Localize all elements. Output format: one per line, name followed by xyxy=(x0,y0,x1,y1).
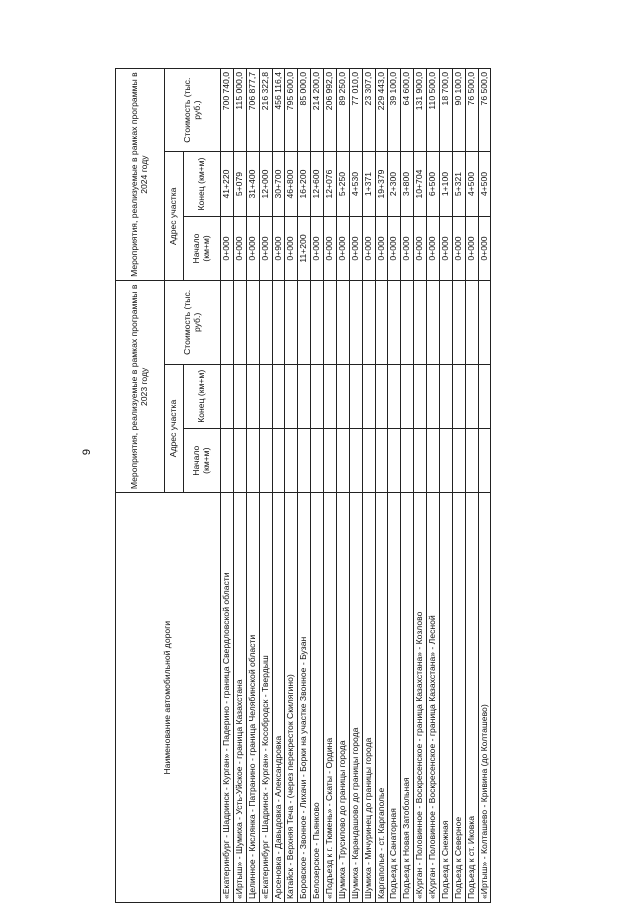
end-2024-cell: 12+000 xyxy=(259,152,272,216)
start-2023-cell xyxy=(311,428,324,492)
end-2024-cell: 2+300 xyxy=(388,152,401,216)
road-name-cell: «Курган - Половинное - Воскресенское - граница Казахстана» - Лесной xyxy=(427,493,440,903)
end-2024-cell: 1+100 xyxy=(439,152,452,216)
cost-2024-cell: 115 000,0 xyxy=(233,69,246,152)
end-2024-cell: 4+530 xyxy=(349,152,362,216)
page-number: 9 xyxy=(81,448,94,456)
end-2024-cell: 16+200 xyxy=(298,152,311,216)
start-2024-cell: 0+000 xyxy=(401,216,414,280)
cost-2023-cell xyxy=(285,281,298,364)
header-2024-start: Начало (км+м) xyxy=(184,216,221,280)
cost-2024-cell: 706 877,7 xyxy=(246,69,259,152)
end-2024-cell: 1+371 xyxy=(362,152,375,216)
cost-2023-cell xyxy=(259,281,272,364)
header-2024-end: Конец (км+м) xyxy=(184,152,221,216)
table-row xyxy=(259,69,272,903)
start-2024-cell: 11+200 xyxy=(298,216,311,280)
start-2023-cell xyxy=(221,428,234,492)
header-2023-cost: Стоимость (тыс. руб.) xyxy=(165,281,221,364)
table-row xyxy=(478,69,491,903)
road-name-cell: Боровское - Звонное - Лихачи - Борки на участке Звонное - Бузан xyxy=(298,493,311,903)
header-2023-end: Конец (км+м) xyxy=(184,364,221,428)
start-2024-cell: 0+000 xyxy=(439,216,452,280)
cost-2023-cell xyxy=(465,281,478,364)
start-2024-cell: 0+000 xyxy=(427,216,440,280)
end-2023-cell xyxy=(233,364,246,428)
start-2024-cell: 0+000 xyxy=(478,216,491,280)
table-row xyxy=(414,69,427,903)
cost-2023-cell xyxy=(298,281,311,364)
table-row xyxy=(272,69,285,903)
cost-2023-cell xyxy=(427,281,440,364)
cost-2023-cell xyxy=(272,281,285,364)
header-road-name: Наименование автомобильной дороги xyxy=(116,493,221,903)
start-2023-cell xyxy=(401,428,414,492)
end-2023-cell xyxy=(324,364,337,428)
cost-2023-cell xyxy=(388,281,401,364)
start-2023-cell xyxy=(246,428,259,492)
table-row xyxy=(401,69,414,903)
cost-2024-cell: 76 500,0 xyxy=(465,69,478,152)
end-2023-cell xyxy=(336,364,349,428)
cost-2024-cell: 77 010,0 xyxy=(349,69,362,152)
cost-2023-cell xyxy=(324,281,337,364)
cost-2023-cell xyxy=(233,281,246,364)
cost-2023-cell xyxy=(478,281,491,364)
end-2024-cell: 41+220 xyxy=(221,152,234,216)
table-row xyxy=(349,69,362,903)
road-name-cell: Целинное - Кислянка - Патранино - граница Челябинской области xyxy=(246,493,259,903)
road-name-cell: «Екатеринбург - Шадринск - Курган» - Падерино - граница Свердловской области xyxy=(221,493,234,903)
end-2024-cell: 4+500 xyxy=(478,152,491,216)
road-name-cell: Белозерское - Пьянково xyxy=(311,493,324,903)
cost-2024-cell: 214 200,0 xyxy=(311,69,324,152)
end-2023-cell xyxy=(375,364,388,428)
table-row xyxy=(285,69,298,903)
start-2023-cell xyxy=(298,428,311,492)
cost-2024-cell: 131 900,0 xyxy=(414,69,427,152)
end-2024-cell: 3+800 xyxy=(401,152,414,216)
cost-2023-cell xyxy=(375,281,388,364)
cost-2024-cell: 206 992,0 xyxy=(324,69,337,152)
table-row xyxy=(311,69,324,903)
end-2023-cell xyxy=(221,364,234,428)
start-2023-cell xyxy=(427,428,440,492)
table-row xyxy=(233,69,246,903)
table-row xyxy=(336,69,349,903)
cost-2024-cell: 216 322,8 xyxy=(259,69,272,152)
start-2024-cell: 0+000 xyxy=(362,216,375,280)
road-program-table xyxy=(115,68,491,903)
road-name-cell: Подъезд к ст. Иковка xyxy=(465,493,478,903)
start-2024-cell: 0+000 xyxy=(259,216,272,280)
road-name-cell: Катайск - Верхняя Теча - (через перекресток Скилягино) xyxy=(285,493,298,903)
table-row xyxy=(362,69,375,903)
start-2024-cell: 0+000 xyxy=(452,216,465,280)
start-2023-cell xyxy=(414,428,427,492)
cost-2024-cell: 795 600,0 xyxy=(285,69,298,152)
header-2024-address: Адрес участка xyxy=(165,152,184,281)
start-2023-cell xyxy=(478,428,491,492)
start-2023-cell xyxy=(465,428,478,492)
table-row xyxy=(439,69,452,903)
end-2023-cell xyxy=(452,364,465,428)
cost-2023-cell xyxy=(401,281,414,364)
end-2024-cell: 12+600 xyxy=(311,152,324,216)
end-2023-cell xyxy=(311,364,324,428)
cost-2023-cell xyxy=(349,281,362,364)
end-2023-cell xyxy=(298,364,311,428)
cost-2023-cell xyxy=(362,281,375,364)
road-name-cell: «Курган - Половинное - Воскресенское - граница Казахстана» - Козлово xyxy=(414,493,427,903)
end-2023-cell xyxy=(362,364,375,428)
cost-2023-cell xyxy=(221,281,234,364)
end-2023-cell xyxy=(439,364,452,428)
start-2023-cell xyxy=(452,428,465,492)
start-2024-cell: 0+000 xyxy=(388,216,401,280)
start-2023-cell xyxy=(336,428,349,492)
table-row xyxy=(324,69,337,903)
start-2024-cell: 0+000 xyxy=(221,216,234,280)
table-row xyxy=(246,69,259,903)
start-2023-cell xyxy=(272,428,285,492)
cost-2023-cell xyxy=(336,281,349,364)
table-body xyxy=(221,69,491,903)
end-2024-cell: 31+400 xyxy=(246,152,259,216)
start-2024-cell: 0+000 xyxy=(336,216,349,280)
start-2023-cell xyxy=(259,428,272,492)
table-row xyxy=(221,69,234,903)
header-2023-start: Начало (км+м) xyxy=(184,428,221,492)
road-name-cell: «Екатеринбург - Шадринск - Курган» - Кособродск - Твердыш xyxy=(259,493,272,903)
start-2024-cell: 0+000 xyxy=(414,216,427,280)
start-2024-cell: 0+000 xyxy=(324,216,337,280)
end-2023-cell xyxy=(401,364,414,428)
cost-2023-cell xyxy=(439,281,452,364)
cost-2024-cell: 85 000,0 xyxy=(298,69,311,152)
cost-2024-cell: 23 307,0 xyxy=(362,69,375,152)
rotated-table-container xyxy=(115,68,625,903)
road-name-cell: Арсеновка - Давыдовка - Александровка xyxy=(272,493,285,903)
start-2023-cell xyxy=(349,428,362,492)
end-2024-cell: 5+079 xyxy=(233,152,246,216)
road-name-cell: Шумиха - Карандашово до границы города xyxy=(349,493,362,903)
cost-2023-cell xyxy=(452,281,465,364)
end-2024-cell: 19+379 xyxy=(375,152,388,216)
road-name-cell: Шумиха - Трусилово до границы города xyxy=(336,493,349,903)
start-2023-cell xyxy=(324,428,337,492)
header-2023-group: Мероприятия, реализуемые в рамках программы в 2023 году xyxy=(116,281,165,493)
road-name-cell: Подъезд к Северное xyxy=(452,493,465,903)
end-2023-cell xyxy=(272,364,285,428)
table-row xyxy=(375,69,388,903)
end-2023-cell xyxy=(427,364,440,428)
header-2024-cost: Стоимость (тыс. руб.) xyxy=(165,69,221,152)
end-2024-cell: 10+704 xyxy=(414,152,427,216)
cost-2024-cell: 18 700,0 xyxy=(439,69,452,152)
start-2023-cell xyxy=(285,428,298,492)
road-name-cell: Подъезд к Снежная xyxy=(439,493,452,903)
end-2023-cell xyxy=(465,364,478,428)
end-2024-cell: 4+500 xyxy=(465,152,478,216)
start-2024-cell: 0+000 xyxy=(285,216,298,280)
cost-2023-cell xyxy=(414,281,427,364)
start-2024-cell: 0+000 xyxy=(375,216,388,280)
end-2023-cell xyxy=(246,364,259,428)
end-2023-cell xyxy=(259,364,272,428)
start-2024-cell: 0+000 xyxy=(246,216,259,280)
end-2023-cell xyxy=(478,364,491,428)
start-2024-cell: 0+000 xyxy=(311,216,324,280)
road-name-cell: Каргаполье - ст. Каргаполье xyxy=(375,493,388,903)
cost-2023-cell xyxy=(246,281,259,364)
start-2023-cell xyxy=(375,428,388,492)
cost-2024-cell: 110 500,0 xyxy=(427,69,440,152)
end-2024-cell: 30+700 xyxy=(272,152,285,216)
cost-2024-cell: 700 740,0 xyxy=(221,69,234,152)
start-2024-cell: 0+000 xyxy=(233,216,246,280)
start-2024-cell: 0+000 xyxy=(465,216,478,280)
road-name-cell: Шумиха - Мичуринец до границы города xyxy=(362,493,375,903)
cost-2024-cell: 39 100,0 xyxy=(388,69,401,152)
header-2023-address: Адрес участка xyxy=(165,364,184,493)
start-2023-cell xyxy=(388,428,401,492)
table-row xyxy=(388,69,401,903)
table-row xyxy=(427,69,440,903)
cost-2024-cell: 76 500,0 xyxy=(478,69,491,152)
start-2024-cell: 0+000 xyxy=(349,216,362,280)
road-name-cell: Подъезд к Санаторная xyxy=(388,493,401,903)
end-2024-cell: 5+250 xyxy=(336,152,349,216)
table-row xyxy=(465,69,478,903)
table-row xyxy=(298,69,311,903)
start-2023-cell xyxy=(439,428,452,492)
cost-2024-cell: 229 443,0 xyxy=(375,69,388,152)
cost-2024-cell: 456 116,4 xyxy=(272,69,285,152)
header-2024-group: Мероприятия, реализуемые в рамках программы в 2024 году xyxy=(116,69,165,281)
cost-2024-cell: 64 600,0 xyxy=(401,69,414,152)
end-2024-cell: 12+076 xyxy=(324,152,337,216)
end-2023-cell xyxy=(414,364,427,428)
road-name-cell: «Иртыш» - Колташево - Кривина (до Колташево) xyxy=(478,493,491,903)
cost-2024-cell: 89 250,0 xyxy=(336,69,349,152)
start-2023-cell xyxy=(362,428,375,492)
end-2024-cell: 5+321 xyxy=(452,152,465,216)
table-row xyxy=(452,69,465,903)
end-2023-cell xyxy=(285,364,298,428)
cost-2024-cell: 90 100,0 xyxy=(452,69,465,152)
cost-2023-cell xyxy=(311,281,324,364)
start-2023-cell xyxy=(233,428,246,492)
end-2023-cell xyxy=(349,364,362,428)
road-name-cell: Подъезд к Новая Затобольная xyxy=(401,493,414,903)
end-2024-cell: 46+800 xyxy=(285,152,298,216)
end-2023-cell xyxy=(388,364,401,428)
start-2024-cell: 0+900 xyxy=(272,216,285,280)
road-name-cell: «Подъезд к г. Тюмень» - Скаты - Ордина xyxy=(324,493,337,903)
end-2024-cell: 6+500 xyxy=(427,152,440,216)
road-name-cell: «Иртыш» - Шумиха - Усть-Уйское - граница Казахстана xyxy=(233,493,246,903)
